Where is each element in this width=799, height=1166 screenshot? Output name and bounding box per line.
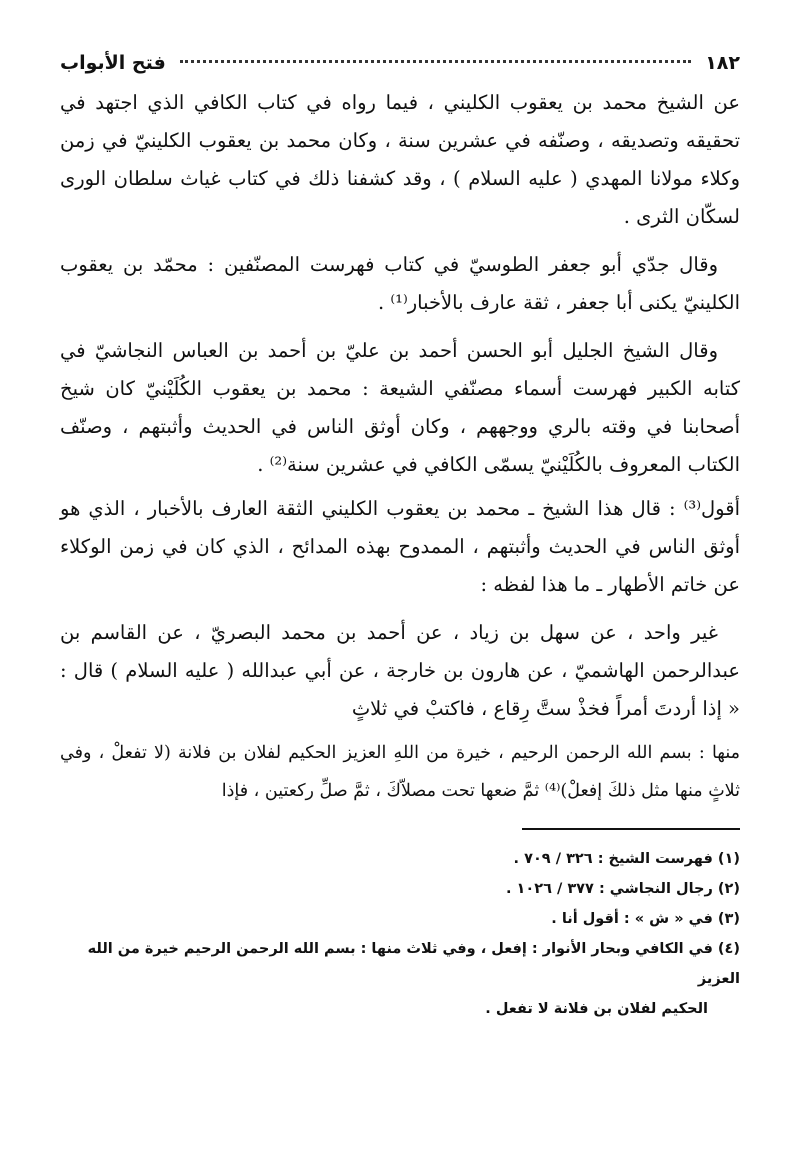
main-text <box>60 84 740 810</box>
page-header <box>60 52 740 84</box>
footnote-separator <box>522 828 740 830</box>
footnote-2: (٢) رجال النجاشي : ٣٧٧ / ١٠٢٦ . <box>505 881 740 897</box>
footnotes <box>60 844 740 1024</box>
paragraph-3: وقال الشيخ الجليل أبو الحسن أحمد بن عليّ بن أحمد بن العباس النجاشيّ في كتابه الكبير فهرست أسماء مصنّفي الشيعة : محمد بن يعقوب الكُلَيْنيّ كان شيخ أصحابنا في وقته بالري ووجههم ، وكان أوثق الناس في الحديث وأثبتهم ، وصنّف الكتاب المعروف بالكُلَيْنيّ يسمّى الكافي في عشرين سنة⁽²⁾ . <box>60 339 740 476</box>
paragraph-5: غير واحد ، عن سهل بن زياد ، عن أحمد بن محمد البصريّ ، عن القاسم بن عبدالرحمن الهاشميّ ، عن هارون بن خارجة ، عن أبي عبدالله ( عليه السلام ) قال : « إذا أردتَ أمراً فخذْ ستَّ رِقاع ، فاكتبْ في ثلاثٍ <box>60 621 740 720</box>
footnote-4-continued: الحكيم لفلان بن فلانة لا تفعل . <box>485 1001 708 1017</box>
running-title: فتح الأبواب <box>60 52 166 74</box>
footnote-3: (٣) في « ش » : أقول أنا . <box>551 911 740 927</box>
footnote-4: (٤) في الكافي وبحار الأنوار : إفعل ، وفي ثلاث منها : بسم الله الرحمن الرحيم خيرة من الله العزيز <box>87 941 740 987</box>
dotted-leader <box>180 60 691 63</box>
footnote-1: (١) فهرست الشيخ : ٣٢٦ / ٧٠٩ . <box>513 851 740 867</box>
paragraph-4: أقول⁽³⁾ : قال هذا الشيخ ـ محمد بن يعقوب الكليني الثقة العارف بالأخبار ، الذي هو أوثق الناس في الحديث وأثبتهم ، الممدوح بهذه المدائح ، الذي كان في زمن الوكلاء عن خاتم الأطهار ـ ما هذا لفظه : <box>60 497 740 596</box>
page-number: ١٨٢ <box>705 52 740 74</box>
dua-line: منها : بسم الله الرحمن الرحيم ، خيرة من اللهِ العزيز الحكيم لفلان بن فلانة (لا تفعلْ ، وفي ثلاثٍ منها مثل ذلكَ إفعلْ)⁽⁴⁾ ثمَّ ضعها تحت مصلاّكَ ، ثمَّ صلِّ ركعتين ، فإذا <box>60 743 740 801</box>
paragraph-1: عن الشيخ محمد بن يعقوب الكليني ، فيما رواه في كتاب الكافي الذي اجتهد في تحقيقه وتصديقه ، وصنّفه في عشرين سنة ، وكان محمد بن يعقوب الكلينيّ في زمن وكلاء مولانا المهدي ( عليه السلام ) ، وقد كشفنا ذلك في كتاب غياث سلطان الورى لسكّان الثرى . <box>60 91 740 228</box>
paragraph-2: وقال جدّي أبو جعفر الطوسيّ في كتاب فهرست المصنّفين : محمّد بن يعقوب الكلينيّ يكنى أبا جعفر ، ثقة عارف بالأخبار⁽¹⁾ . <box>60 253 740 314</box>
book-page <box>60 52 740 1024</box>
